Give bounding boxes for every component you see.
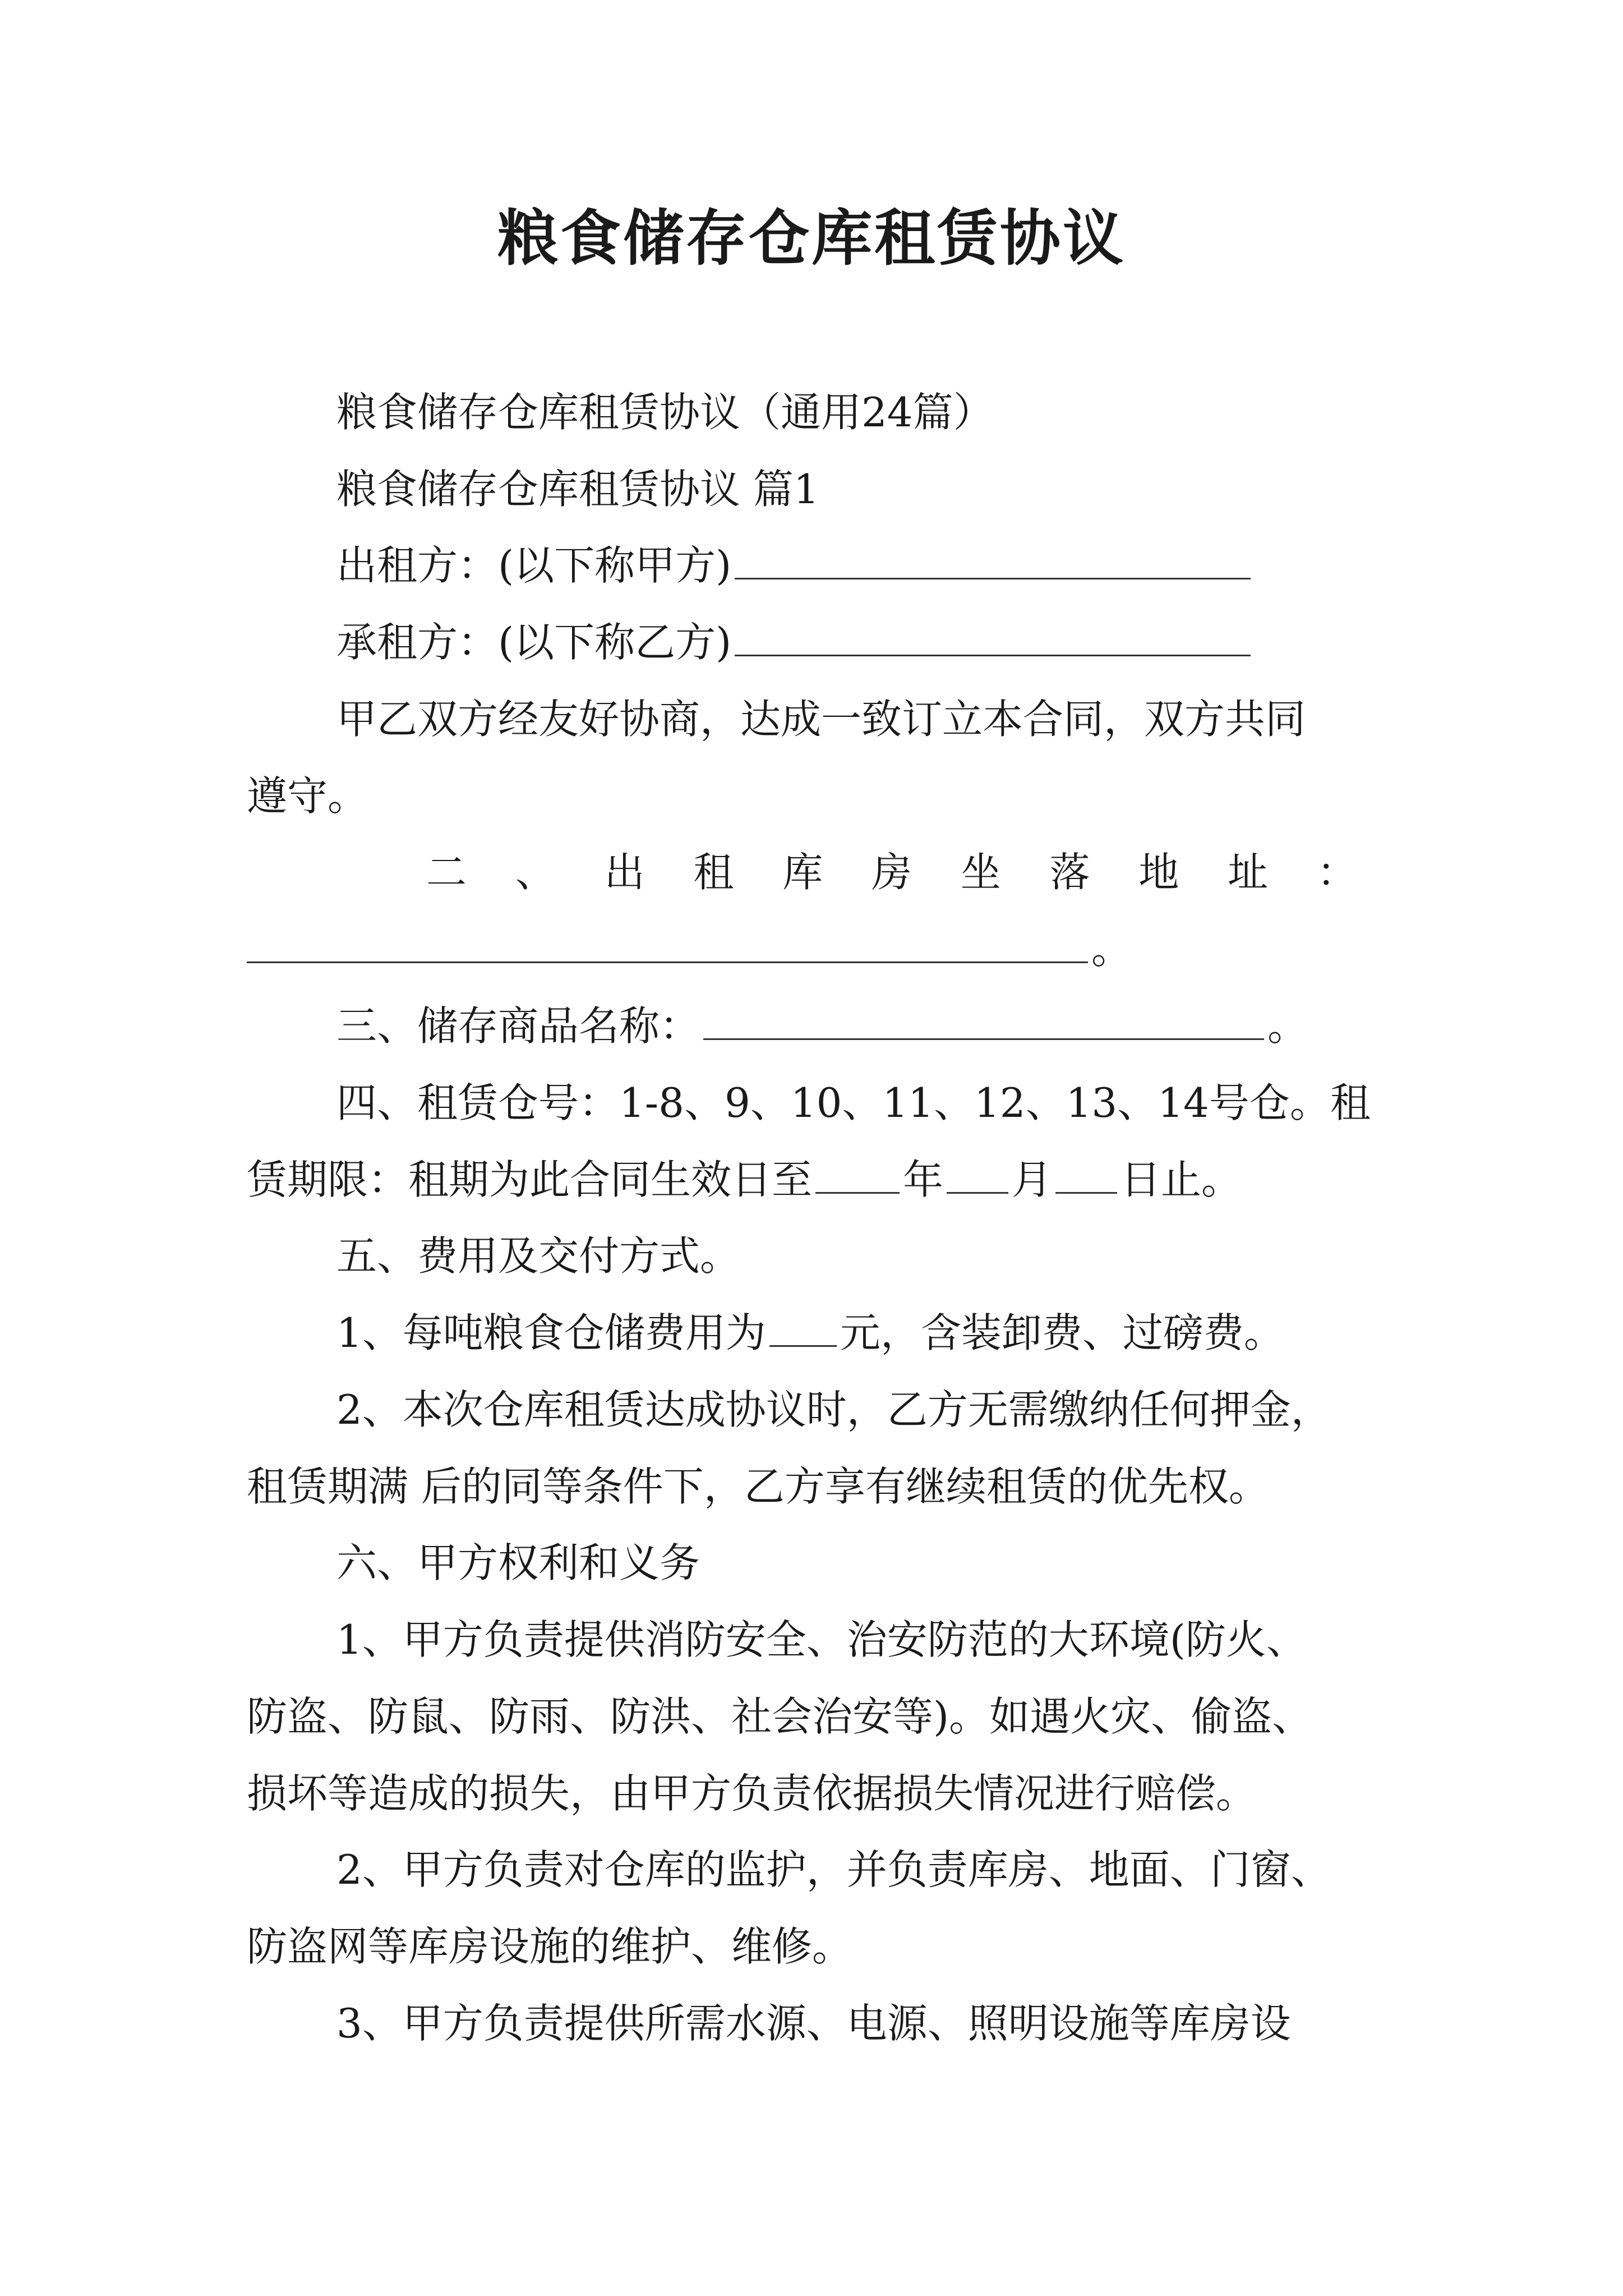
goods-end: 。 xyxy=(1267,1002,1308,1050)
lessor-line xyxy=(336,537,1391,593)
address-char: 坐 xyxy=(960,849,1001,896)
section-heading: 五、费用及交付方式。 xyxy=(336,1232,741,1280)
address-char: 二 xyxy=(426,849,467,896)
paragraph-line: 3、甲方负责提供所需水源、电源、照明设施等库房设 xyxy=(336,2000,1291,2047)
goods-line xyxy=(336,998,1391,1054)
fee-blank[interactable] xyxy=(769,1306,837,1347)
document-title: 粮食储存仓库租赁协议 xyxy=(497,203,1126,274)
day-label: 日止。 xyxy=(1121,1156,1242,1203)
address-char: 租 xyxy=(693,849,734,896)
address-char: 、 xyxy=(515,849,556,896)
paragraph-line: 损坏等造成的损失，由甲方负责依据损失情况进行赔偿。 xyxy=(247,1770,1257,1817)
paragraph-line: 防盗网等库房设施的维护、维修。 xyxy=(247,1923,853,1970)
goods-label: 三、储存商品名称： xyxy=(336,1002,700,1050)
paragraph-line: 防盗、防鼠、防雨、防洪、社会治安等)。如遇火灾、偷盗、 xyxy=(247,1693,1313,1740)
address-char: 出 xyxy=(604,849,645,896)
goods-blank[interactable] xyxy=(703,999,1264,1040)
month-label: 月 xyxy=(1012,1156,1053,1203)
section-heading: 六、甲方权利和义务 xyxy=(336,1539,700,1586)
lessee-line xyxy=(336,614,1391,670)
paragraph-line: 租赁期满 后的同等条件下，乙方享有继续租赁的优先权。 xyxy=(247,1463,1269,1510)
year-blank[interactable] xyxy=(815,1153,900,1194)
term-line xyxy=(247,1152,1391,1208)
lessor-blank[interactable] xyxy=(735,539,1251,579)
address-char: 落 xyxy=(1049,849,1090,896)
address-blank[interactable] xyxy=(247,922,1088,963)
lessee-label: 承租方：(以下称乙方) xyxy=(336,619,732,666)
address-end: 。 xyxy=(1091,926,1132,973)
address-char: 地 xyxy=(1138,849,1179,896)
paragraph-line: 遵守。 xyxy=(247,772,368,820)
paragraph-line: 2、本次仓库租赁达成协议时，乙方无需缴纳任何押金， xyxy=(336,1386,1331,1433)
address-char: ： xyxy=(1316,849,1357,896)
address-char: 房 xyxy=(871,849,912,896)
address-char: 址 xyxy=(1228,849,1269,896)
subtitle-line: 粮食储存仓库租赁协议（通用24篇） xyxy=(336,389,994,436)
day-blank[interactable] xyxy=(1055,1153,1117,1194)
month-blank[interactable] xyxy=(947,1153,1008,1194)
lessee-blank[interactable] xyxy=(735,615,1251,656)
fee-line xyxy=(336,1305,1391,1361)
address-blank-line xyxy=(247,921,1391,977)
fee-text-end: 元，含装卸费、过磅费。 xyxy=(840,1309,1284,1356)
fee-text: 1、每吨粮食仓储费用为 xyxy=(336,1309,766,1356)
paragraph-line: 1、甲方负责提供消防安全、治安防范的大环境(防火、 xyxy=(336,1616,1307,1663)
paragraph-line: 2、甲方负责对仓库的监护，并负责库房、地面、门窗、 xyxy=(336,1846,1331,1893)
address-heading-line xyxy=(426,844,1357,900)
address-char: 库 xyxy=(782,849,823,896)
term-text: 赁期限：租期为此合同生效日至 xyxy=(247,1156,813,1203)
paragraph-line: 甲乙双方经友好协商，达成一致订立本合同，双方共同 xyxy=(336,696,1306,743)
year-label: 年 xyxy=(903,1156,944,1203)
lessor-label: 出租方：(以下称甲方) xyxy=(336,542,732,589)
paragraph-line: 四、租赁仓号：1-8、9、10、11、12、13、14号仓。租 xyxy=(336,1079,1371,1126)
section-heading: 粮食储存仓库租赁协议 篇1 xyxy=(336,466,819,513)
